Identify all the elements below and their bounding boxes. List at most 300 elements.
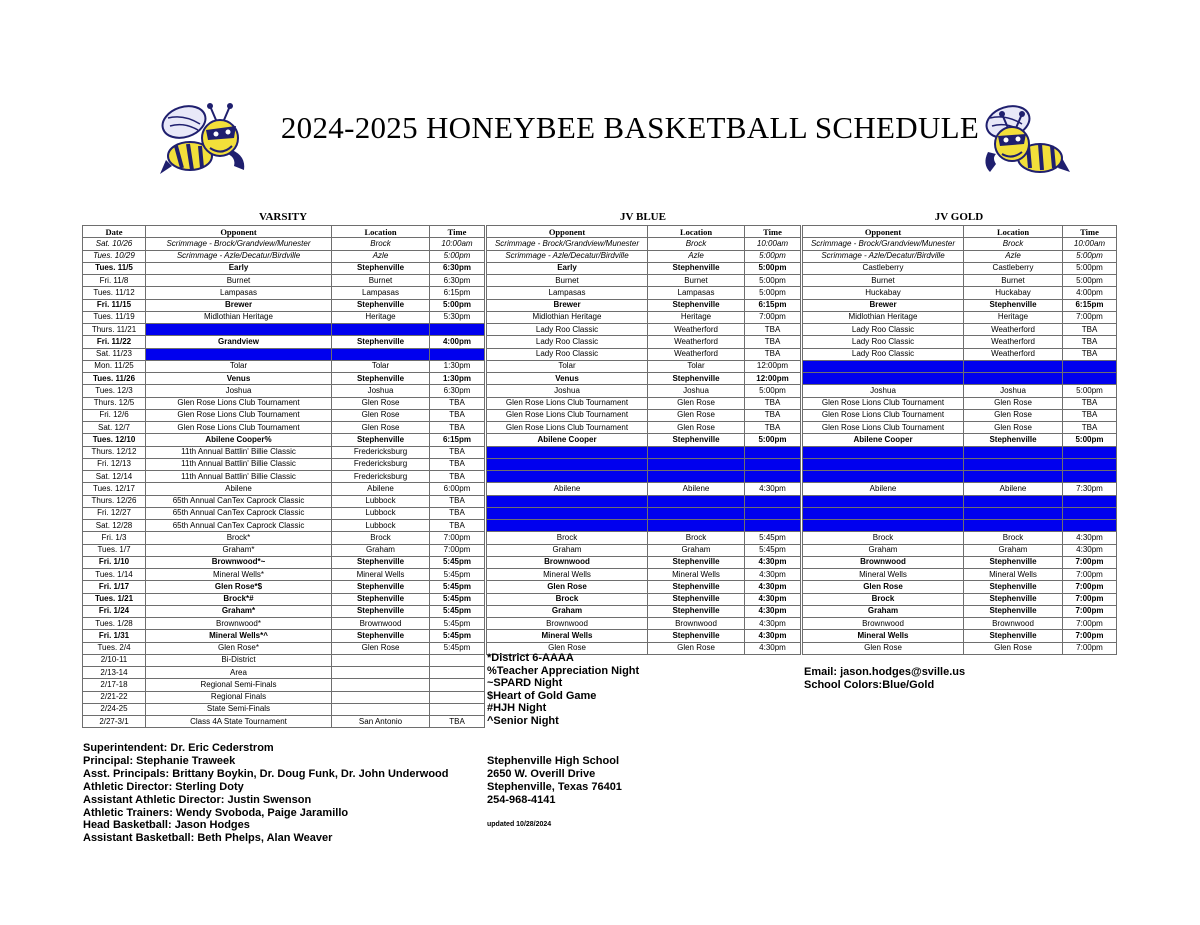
- legend-item: %Teacher Appreciation Night: [487, 664, 640, 677]
- table-cell: [487, 495, 648, 507]
- table-cell: [487, 458, 648, 470]
- table-cell: Tues. 11/5: [83, 262, 146, 274]
- table-cell: Mineral Wells*^: [146, 630, 332, 642]
- table-cell: Joshua: [146, 385, 332, 397]
- table-cell: Brownwood: [648, 618, 745, 630]
- table-cell: Thurs. 11/21: [83, 324, 146, 336]
- table-cell: 5:00pm: [745, 275, 801, 287]
- table-cell: Joshua: [487, 385, 648, 397]
- table-row: [487, 471, 801, 483]
- table-cell: 4:30pm: [1063, 532, 1117, 544]
- table-cell: Stephenville: [964, 605, 1063, 617]
- column-header: Time: [745, 226, 801, 238]
- table-cell: Stephenville: [648, 373, 745, 385]
- table-cell: 7:00pm: [1063, 581, 1117, 593]
- table-cell: Lubbock: [332, 495, 430, 507]
- table-cell: Abilene: [146, 483, 332, 495]
- table-cell: Burnet: [146, 275, 332, 287]
- table-cell: Huckabay: [803, 287, 964, 299]
- table-row: [83, 348, 485, 360]
- table-cell: 4:30pm: [745, 581, 801, 593]
- table-cell: 7:00pm: [1063, 605, 1117, 617]
- table-cell: 7:30pm: [1063, 483, 1117, 495]
- table-cell: [430, 703, 485, 715]
- table-row: [487, 581, 801, 593]
- table-cell: Tues. 11/26: [83, 373, 146, 385]
- table-row: [83, 556, 485, 568]
- staff-item: Asst. Principals: Brittany Boykin, Dr. Doug Funk, Dr. John Underwood: [83, 767, 449, 780]
- table-cell: Stephenville: [964, 630, 1063, 642]
- table-row: [487, 605, 801, 617]
- table-cell: Glen Rose: [648, 642, 745, 654]
- staff-item: Principal: Stephanie Traweek: [83, 754, 236, 767]
- table-cell: Fri. 12/6: [83, 409, 146, 421]
- table-cell: Tues. 10/29: [83, 250, 146, 262]
- table-cell: 5:00pm: [745, 434, 801, 446]
- table-cell: Mineral Wells: [332, 569, 430, 581]
- table-cell: Tues. 11/19: [83, 311, 146, 323]
- table-cell: 2/21-22: [83, 691, 146, 703]
- table-row: [83, 385, 485, 397]
- table-cell: 5:00pm: [745, 250, 801, 262]
- table-cell: State Semi-Finals: [146, 703, 332, 715]
- table-cell: Brownwood: [964, 618, 1063, 630]
- table-cell: Mineral Wells*: [146, 569, 332, 581]
- table-cell: Glen Rose Lions Club Tournament: [803, 422, 964, 434]
- table-cell: [745, 507, 801, 519]
- table-cell: Bi-District: [146, 654, 332, 666]
- table-row: [487, 593, 801, 605]
- table-cell: TBA: [430, 458, 485, 470]
- table-cell: Tolar: [487, 360, 648, 372]
- table-cell: Joshua: [803, 385, 964, 397]
- table-row: [803, 605, 1117, 617]
- table-cell: Weatherford: [648, 336, 745, 348]
- table-row: [803, 348, 1117, 360]
- table-row: [83, 691, 485, 703]
- table-cell: Azle: [332, 250, 430, 262]
- table-cell: Lady Roo Classic: [487, 324, 648, 336]
- table-cell: Brock: [332, 532, 430, 544]
- column-header: Location: [648, 226, 745, 238]
- table-cell: [803, 471, 964, 483]
- table-cell: 5:00pm: [430, 250, 485, 262]
- table-cell: [1063, 495, 1117, 507]
- table-cell: 4:30pm: [745, 483, 801, 495]
- legend-notes: [487, 652, 639, 728]
- table-cell: Abilene: [648, 483, 745, 495]
- table-cell: Abilene: [803, 483, 964, 495]
- table-cell: [745, 495, 801, 507]
- table-cell: [964, 520, 1063, 532]
- table-cell: Heritage: [648, 311, 745, 323]
- table-row: [803, 360, 1117, 372]
- table-row: [803, 495, 1117, 507]
- table-cell: Scrimmage - Brock/Grandview/Munester: [487, 238, 648, 250]
- table-cell: Lubbock: [332, 520, 430, 532]
- table-cell: 4:30pm: [1063, 544, 1117, 556]
- table-cell: [1063, 520, 1117, 532]
- table-cell: Castleberry: [964, 262, 1063, 274]
- table-row: [803, 385, 1117, 397]
- table-row: [487, 348, 801, 360]
- table-cell: TBA: [745, 324, 801, 336]
- table-cell: Fri. 1/3: [83, 532, 146, 544]
- table-cell: TBA: [745, 422, 801, 434]
- table-cell: TBA: [430, 409, 485, 421]
- table-cell: Brock: [332, 238, 430, 250]
- table-cell: [332, 348, 430, 360]
- table-row: [83, 360, 485, 372]
- table-cell: Stephenville: [648, 262, 745, 274]
- table-cell: [803, 360, 964, 372]
- table-cell: Weatherford: [964, 324, 1063, 336]
- table-cell: Glen Rose: [964, 422, 1063, 434]
- table-cell: Lady Roo Classic: [803, 336, 964, 348]
- table-cell: Glen Rose*: [146, 642, 332, 654]
- table-cell: 7:00pm: [1063, 569, 1117, 581]
- table-row: [83, 458, 485, 470]
- table-cell: Midlothian Heritage: [146, 311, 332, 323]
- table-cell: [648, 520, 745, 532]
- table-cell: [964, 458, 1063, 470]
- table-cell: Tues. 12/3: [83, 385, 146, 397]
- table-cell: Brownwood: [803, 556, 964, 568]
- table-cell: Stephenville: [648, 299, 745, 311]
- table-row: [487, 556, 801, 568]
- table-cell: Venus: [487, 373, 648, 385]
- table-cell: 1:30pm: [430, 373, 485, 385]
- table-row: [83, 569, 485, 581]
- table-cell: Brownwood: [487, 618, 648, 630]
- table-cell: Tolar: [332, 360, 430, 372]
- table-cell: 11th Annual Battlin' Billie Classic: [146, 446, 332, 458]
- table-row: [83, 483, 485, 495]
- table-cell: Glen Rose Lions Club Tournament: [146, 422, 332, 434]
- table-row: [83, 409, 485, 421]
- table-cell: 7:00pm: [1063, 556, 1117, 568]
- table-cell: Regional Semi-Finals: [146, 679, 332, 691]
- table-cell: Glen Rose: [487, 581, 648, 593]
- table-row: [83, 287, 485, 299]
- school-phone: 254-968-4141: [487, 793, 556, 806]
- table-cell: Abilene: [964, 483, 1063, 495]
- table-cell: 65th Annual CanTex Caprock Classic: [146, 507, 332, 519]
- table-cell: Glen Rose Lions Club Tournament: [146, 409, 332, 421]
- table-cell: Glen Rose*$: [146, 581, 332, 593]
- table-row: [487, 544, 801, 556]
- table-cell: 5:00pm: [1063, 434, 1117, 446]
- table-cell: Stephenville: [332, 336, 430, 348]
- table-cell: Sat. 11/23: [83, 348, 146, 360]
- table-cell: 5:00pm: [1063, 250, 1117, 262]
- table-row: [487, 618, 801, 630]
- table-cell: Glen Rose: [803, 581, 964, 593]
- table-cell: 12:00pm: [745, 373, 801, 385]
- legend-item: *District 6-AAAA: [487, 652, 574, 664]
- table-row: [487, 287, 801, 299]
- table-row: [83, 299, 485, 311]
- table-cell: 2/10-11: [83, 654, 146, 666]
- table-cell: 4:00pm: [430, 336, 485, 348]
- table-cell: 5:45pm: [430, 569, 485, 581]
- staff-list: [83, 742, 449, 845]
- table-header-row: [83, 226, 485, 238]
- table-row: [487, 520, 801, 532]
- table-cell: [648, 471, 745, 483]
- table-cell: [648, 446, 745, 458]
- table-row: [803, 446, 1117, 458]
- table-cell: Brock: [487, 593, 648, 605]
- table-row: [803, 250, 1117, 262]
- table-cell: 11th Annual Battlin' Billie Classic: [146, 471, 332, 483]
- table-cell: Mon. 11/25: [83, 360, 146, 372]
- table-row: [83, 679, 485, 691]
- table-cell: Azle: [648, 250, 745, 262]
- table-cell: Brewer: [146, 299, 332, 311]
- table-row: [83, 520, 485, 532]
- table-cell: Scrimmage - Azle/Decatur/Birdville: [803, 250, 964, 262]
- table-cell: [332, 324, 430, 336]
- table-cell: Glen Rose: [964, 397, 1063, 409]
- table-cell: TBA: [430, 716, 485, 728]
- table-cell: Tues. 1/7: [83, 544, 146, 556]
- table-cell: Thurs. 12/12: [83, 446, 146, 458]
- table-cell: Brock: [964, 532, 1063, 544]
- table-cell: TBA: [430, 495, 485, 507]
- table-cell: [332, 667, 430, 679]
- table-cell: Stephenville: [648, 630, 745, 642]
- table-cell: [332, 703, 430, 715]
- table-row: [803, 569, 1117, 581]
- table-cell: [1063, 446, 1117, 458]
- table-cell: 5:00pm: [745, 385, 801, 397]
- table-cell: [146, 348, 332, 360]
- table-cell: [964, 507, 1063, 519]
- table-cell: Midlothian Heritage: [487, 311, 648, 323]
- table-row: [83, 262, 485, 274]
- table-cell: 5:00pm: [745, 287, 801, 299]
- table-cell: 7:00pm: [1063, 311, 1117, 323]
- table-cell: Brock: [487, 532, 648, 544]
- table-cell: [430, 679, 485, 691]
- table-row: [487, 360, 801, 372]
- table-cell: Tues. 11/12: [83, 287, 146, 299]
- table-cell: TBA: [745, 336, 801, 348]
- column-header: Time: [430, 226, 485, 238]
- column-header: Time: [1063, 226, 1117, 238]
- table-row: [83, 593, 485, 605]
- table-row: [487, 299, 801, 311]
- table-row: [83, 544, 485, 556]
- table-row: [487, 532, 801, 544]
- table-cell: [745, 520, 801, 532]
- table-cell: Lampasas: [146, 287, 332, 299]
- table-cell: Tues. 1/14: [83, 569, 146, 581]
- table-cell: [146, 324, 332, 336]
- table-cell: TBA: [1063, 336, 1117, 348]
- table-cell: Fri. 1/31: [83, 630, 146, 642]
- updated-date: updated 10/28/2024: [487, 821, 552, 828]
- table-cell: 5:00pm: [1063, 385, 1117, 397]
- table-cell: 6:00pm: [430, 483, 485, 495]
- table-row: [803, 434, 1117, 446]
- table-cell: 12:00pm: [745, 360, 801, 372]
- table-cell: 5:45pm: [430, 605, 485, 617]
- table-row: [83, 434, 485, 446]
- column-header: Opponent: [487, 226, 648, 238]
- table-row: [83, 471, 485, 483]
- table-cell: 6:30pm: [430, 275, 485, 287]
- table-cell: [430, 654, 485, 666]
- table-cell: Glen Rose: [964, 642, 1063, 654]
- table-cell: Stephenville: [332, 373, 430, 385]
- table-cell: Burnet: [648, 275, 745, 287]
- table-cell: [803, 495, 964, 507]
- table-cell: Graham: [332, 544, 430, 556]
- table-cell: [964, 471, 1063, 483]
- table-cell: Stephenville: [332, 299, 430, 311]
- table-cell: 5:45pm: [430, 630, 485, 642]
- table-cell: Graham: [487, 544, 648, 556]
- table-cell: Scrimmage - Azle/Decatur/Birdville: [146, 250, 332, 262]
- table-cell: [964, 495, 1063, 507]
- table-row: [803, 299, 1117, 311]
- table-cell: [803, 373, 964, 385]
- table-cell: Glen Rose Lions Club Tournament: [803, 409, 964, 421]
- table-cell: Stephenville: [964, 593, 1063, 605]
- column-header: Date: [83, 226, 146, 238]
- varsity-schedule-table: [82, 225, 485, 728]
- table-cell: Stephenville: [964, 434, 1063, 446]
- table-row: [487, 458, 801, 470]
- table-cell: Brock: [803, 532, 964, 544]
- school-address: [487, 755, 622, 807]
- table-row: [83, 642, 485, 654]
- table-row: [487, 483, 801, 495]
- table-row: [803, 642, 1117, 654]
- table-row: [803, 544, 1117, 556]
- table-cell: Tolar: [648, 360, 745, 372]
- table-row: [83, 716, 485, 728]
- table-cell: 2/13-14: [83, 667, 146, 679]
- table-cell: Glen Rose: [332, 397, 430, 409]
- table-cell: Abilene Cooper: [487, 434, 648, 446]
- table-cell: Weatherford: [648, 348, 745, 360]
- table-cell: 6:15pm: [745, 299, 801, 311]
- table-cell: [487, 507, 648, 519]
- table-cell: [803, 458, 964, 470]
- table-row: [803, 630, 1117, 642]
- table-cell: Glen Rose Lions Club Tournament: [487, 422, 648, 434]
- table-cell: [1063, 360, 1117, 372]
- table-cell: [487, 446, 648, 458]
- table-cell: Tues. 1/21: [83, 593, 146, 605]
- table-cell: Glen Rose: [332, 409, 430, 421]
- legend-item: $Heart of Gold Game: [487, 689, 597, 702]
- table-cell: Castleberry: [803, 262, 964, 274]
- table-cell: [1063, 373, 1117, 385]
- table-cell: Fri. 1/24: [83, 605, 146, 617]
- table-cell: 5:45pm: [745, 532, 801, 544]
- table-cell: San Antonio: [332, 716, 430, 728]
- table-row: [487, 238, 801, 250]
- table-cell: Stephenville: [648, 581, 745, 593]
- column-header: Opponent: [146, 226, 332, 238]
- table-cell: [487, 520, 648, 532]
- jv-gold-schedule-table: [802, 225, 1117, 655]
- table-cell: Fri. 1/17: [83, 581, 146, 593]
- table-cell: Fri. 11/22: [83, 336, 146, 348]
- table-row: [83, 605, 485, 617]
- table-cell: Tues. 12/17: [83, 483, 146, 495]
- table-cell: Scrimmage - Azle/Decatur/Birdville: [487, 250, 648, 262]
- table-cell: Burnet: [332, 275, 430, 287]
- table-cell: 5:45pm: [745, 544, 801, 556]
- table-row: [487, 397, 801, 409]
- table-cell: [745, 446, 801, 458]
- table-cell: TBA: [745, 409, 801, 421]
- table-row: [487, 324, 801, 336]
- table-row: [803, 532, 1117, 544]
- table-cell: 6:30pm: [430, 262, 485, 274]
- table-cell: Heritage: [964, 311, 1063, 323]
- table-cell: 5:45pm: [430, 581, 485, 593]
- table-cell: Huckabay: [964, 287, 1063, 299]
- legend-item: ^Senior Night: [487, 714, 559, 727]
- table-cell: Sat. 12/28: [83, 520, 146, 532]
- table-cell: Azle: [964, 250, 1063, 262]
- table-cell: 5:45pm: [430, 556, 485, 568]
- table-row: [487, 311, 801, 323]
- column-header: Location: [964, 226, 1063, 238]
- table-cell: Glen Rose: [803, 642, 964, 654]
- table-cell: Brownwood: [332, 618, 430, 630]
- legend-item: ~SPARD Night: [487, 677, 563, 690]
- table-cell: Abilene Cooper%: [146, 434, 332, 446]
- table-cell: [964, 446, 1063, 458]
- school-colors: School Colors:Blue/Gold: [804, 678, 935, 691]
- table-cell: Glen Rose: [332, 422, 430, 434]
- table-cell: 7:00pm: [1063, 593, 1117, 605]
- legend-item: #HJH Night: [487, 702, 547, 715]
- table-cell: Heritage: [332, 311, 430, 323]
- table-cell: Graham*: [146, 544, 332, 556]
- table-cell: Lampasas: [648, 287, 745, 299]
- table-cell: Fri. 11/8: [83, 275, 146, 287]
- table-cell: Graham: [487, 605, 648, 617]
- table-row: [83, 532, 485, 544]
- table-cell: Mineral Wells: [487, 569, 648, 581]
- contact-email[interactable]: Email: jason.hodges@sville.us: [804, 666, 966, 678]
- table-row: [83, 373, 485, 385]
- table-cell: Stephenville: [964, 299, 1063, 311]
- table-row: [803, 275, 1117, 287]
- table-cell: TBA: [1063, 409, 1117, 421]
- table-cell: 65th Annual CanTex Caprock Classic: [146, 495, 332, 507]
- table-cell: 7:00pm: [430, 544, 485, 556]
- table-cell: 5:00pm: [745, 262, 801, 274]
- table-row: [487, 409, 801, 421]
- table-row: [487, 262, 801, 274]
- table-cell: Brock*#: [146, 593, 332, 605]
- table-header-row: [803, 226, 1117, 238]
- table-cell: Fri. 11/15: [83, 299, 146, 311]
- staff-item: Athletic Trainers: Wendy Svoboda, Paige Jaramillo: [83, 806, 349, 819]
- jv-gold-title: JV GOLD: [934, 211, 984, 223]
- table-row: [803, 507, 1117, 519]
- table-cell: [648, 495, 745, 507]
